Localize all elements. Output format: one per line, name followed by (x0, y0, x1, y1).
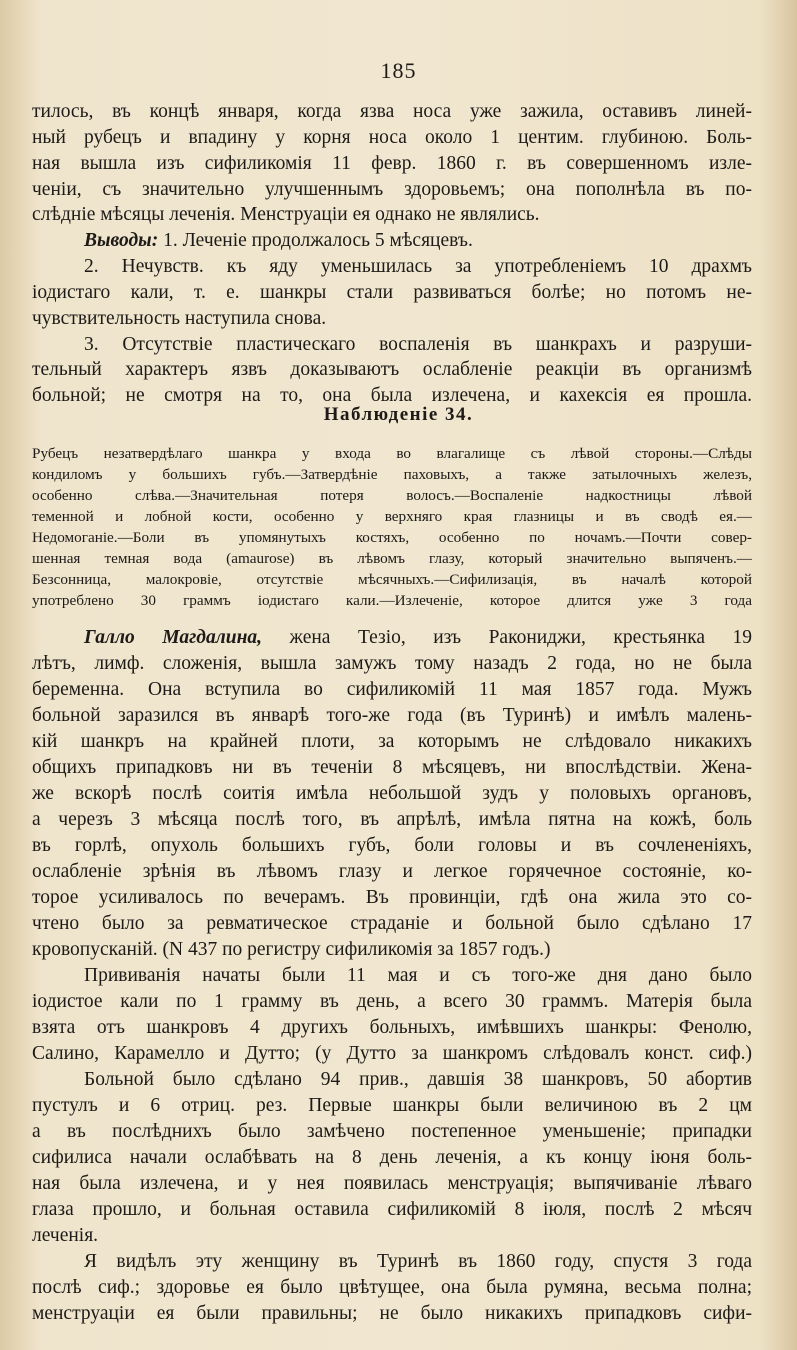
text-line: беременна. Она вступила во сифиликомій 11 мая 1857 года. Мужъ (32, 679, 752, 700)
summary-line: Рубецъ незатвердѣлаго шанкра у входа во влагалище съ лѣвой стороны.—Слѣды (32, 445, 752, 462)
text-line: же вскорѣ послѣ соитія имѣла небольшой зудъ у половыхъ органовъ, (32, 783, 752, 804)
text-line: ный рубецъ и впадину у корня носа около 1 центим. глубиною. Боль- (32, 127, 752, 148)
text-line: чувствительность наступила снова. (32, 308, 327, 329)
observation-heading: Наблюденіе 34. (323, 404, 474, 425)
text-line: кровопусканій. (N 437 по регистру сифиликомія за 1857 годъ.) (32, 939, 551, 960)
conclusions-line: Выводы: 1. Леченіе продолжалось 5 мѣсяцевъ. (84, 230, 473, 251)
text-line: а въ послѣднихъ было замѣчено постепенное уменьшеніе; припадки (32, 1121, 752, 1142)
text-line: чтено было за ревматическое страданіе и больной было сдѣлано 17 (32, 913, 752, 934)
summary-line: теменной и лобной кости, особенно у верхняго края глазницы и въ сводѣ ея.— (32, 508, 752, 525)
text-line: леченія. (32, 1225, 99, 1246)
text-line: взята отъ шанкровъ 4 другихъ больныхъ, имѣвшихъ шанкры: Фенолю, (32, 1017, 752, 1038)
text-line: 3. Отсутствіе пластическаго воспаленія въ шанкрахъ и разруши- (84, 334, 752, 355)
page-number: 185 (380, 58, 417, 83)
text-line: менструаціи ея были правильны; не было никакихъ припадковъ сифи- (32, 1303, 752, 1324)
patient-intro-line: Галло Магдалина, жена Тезіо, изъ Ракониджи, крестьянка 19 (84, 627, 753, 648)
text-line: іодистое кали по 1 грамму въ день, а всего 30 граммъ. Матерія была (32, 991, 752, 1012)
summary-line: Безсонница, малокровіе, отсутствіе мѣсячныхъ.—Сифилизація, въ началѣ которой (32, 571, 752, 588)
text-line: слѣдніе мѣсяцы леченія. Менструаціи ея однако не являлись. (32, 204, 540, 225)
text-line: Салино, Карамелло и Дутто; (у Дутто за шанкромъ слѣдовалъ конст. сиф.) (32, 1043, 752, 1064)
summary-line: шенная темная вода (amaurose) въ лѣвомъ глазу, который значительно выпяченъ.— (32, 550, 752, 567)
summary-line: употреблено 30 граммъ іодистаго кали.—Излеченіе, которое длится уже 3 года (32, 592, 752, 609)
text-line: ченіи, съ значительно улучшеннымъ здоровьемъ; она пополнѣла въ по- (32, 179, 752, 200)
text-line: больной; не смотря на то, она была излечена, и кахексія ея прошла. (32, 385, 752, 406)
text-line: общихъ припадковъ ни въ теченіи 8 мѣсяцевъ, ни впослѣдствіи. Жена- (32, 757, 752, 778)
text-line: лѣтъ, лимф. сложенія, вышла замужъ тому назадъ 2 года, но не была (32, 653, 752, 674)
text-line: больной заразился въ январѣ того-же года (въ Туринѣ) и имѣлъ малень- (32, 705, 752, 726)
text-line: глаза прошло, и больная оставила сифиликомій 8 іюля, послѣ 2 мѣсяч (32, 1199, 752, 1220)
conclusions-label: Выводы: (84, 230, 159, 251)
text-line: послѣ сиф.; здоровье ея было цвѣтущее, она была румяна, весьма полна; (32, 1277, 752, 1298)
text-line: въ горлѣ, опухоль большихъ губъ, боли головы и въ сочлененіяхъ, (32, 835, 752, 856)
text-line: ослабленіе зрѣнія въ лѣвомъ глазу и легкое горячечное состояніе, ко- (32, 861, 752, 882)
text-line: тилось, въ концѣ января, когда язва носа уже зажила, оставивъ линей- (32, 101, 752, 122)
text-line: а черезъ 3 мѣсяца послѣ того, въ апрѣлѣ, имѣла пятна на кожѣ, боль (32, 809, 752, 830)
text-line: тельный характеръ язвъ доказываютъ ослабленіе реакціи въ организмѣ (32, 359, 752, 380)
text-line: сифилиса начали ослабѣвать на 8 день леченія, а къ концу іюня боль- (32, 1147, 752, 1168)
text-line: Я видѣлъ эту женщину въ Туринѣ въ 1860 году, спустя 3 года (84, 1251, 752, 1272)
text-line: кій шанкръ на крайней плоти, за которымъ не слѣдовало никакихъ (32, 731, 752, 752)
summary-line: Недомоганіе.—Боли въ упомянутыхъ костяхъ, особенно по ночамъ.—Почти совер- (32, 529, 752, 546)
text-line: Больной было сдѣлано 94 прив., давшія 38 шанкровъ, 50 абортив (84, 1069, 752, 1090)
text-line: ная была излечена, и у нея появилась менструація; выпячиваніе лѣваго (32, 1173, 752, 1194)
text-line: ная вышла изъ сифиликомія 11 февр. 1860 г. въ совершенномъ изле- (32, 153, 752, 174)
text-line: іодистаго кали, т. е. шанкры стали развиваться болѣе; но потомъ не- (32, 282, 752, 303)
summary-line: кондиломъ у большихъ губъ.—Затвердѣніе паховыхъ, а также затылочныхъ железъ, (32, 466, 752, 483)
text-line: Прививанія начаты были 11 мая и съ того-же дня дано было (84, 965, 752, 986)
patient-name: Галло Магдалина, (84, 627, 263, 648)
summary-line: особенно слѣва.—Значительная потеря волосъ.—Воспаленіе надкостницы лѣвой (32, 487, 752, 504)
text-line: торое усиливалось по вечерамъ. Въ провинціи, гдѣ она жила это со- (32, 887, 752, 908)
text-line: пустулъ и 6 отриц. рез. Первые шанкры были величиною въ 2 цм (32, 1095, 752, 1116)
text-line: 2. Нечувств. къ яду уменьшилась за употребленіемъ 10 драхмъ (84, 256, 752, 277)
